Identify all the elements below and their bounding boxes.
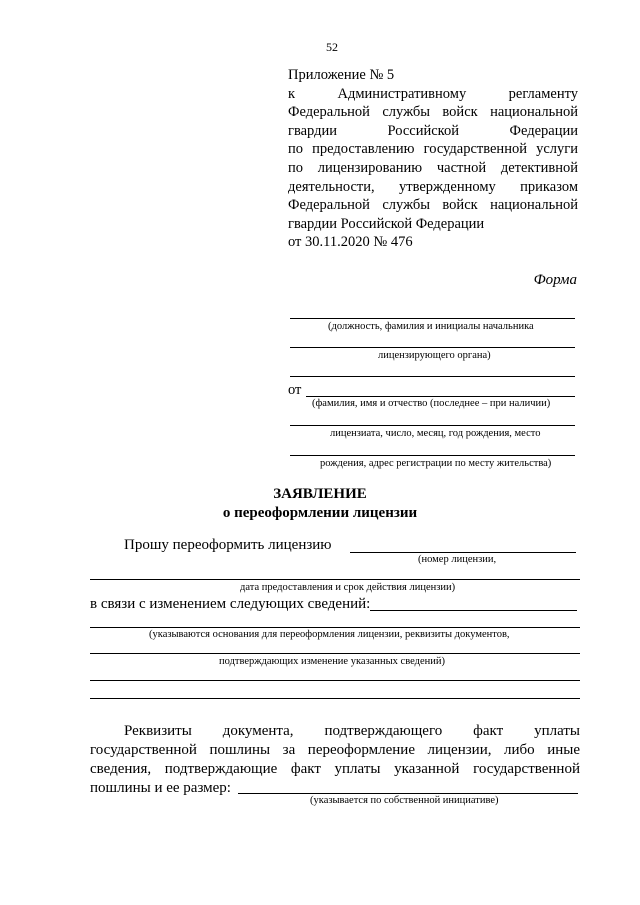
payment-line: государственной пошлины за переоформление лицензии, либо иные: [90, 742, 580, 758]
recipient-caption-1: (должность, фамилия и инициалы начальника: [328, 321, 534, 332]
changes-line-2[interactable]: [90, 627, 580, 628]
changes-text: в связи с изменением следующих сведений:: [90, 596, 371, 612]
payment-caption: (указывается по собственной инициативе): [310, 795, 499, 806]
appendix-line: по предоставлению государственной услуги: [288, 141, 578, 158]
request-caption-2: дата предоставления и срок действия лицензии): [240, 582, 456, 593]
appendix-line: по лицензированию частной детективной: [288, 159, 578, 176]
changes-caption-1: (указываются основания для переоформления лицензии, реквизиты документов,: [149, 629, 510, 640]
payment-line: Реквизиты документа, подтверждающего факт уплаты: [124, 723, 580, 739]
appendix-line: гвардии Российской Федерации: [288, 215, 485, 232]
appendix-line: деятельности, утвержденному приказом: [288, 178, 578, 195]
document-title: ЗАЯВЛЕНИЕ: [273, 486, 367, 502]
changes-field[interactable]: [370, 610, 577, 611]
appendix-line: от 30.11.2020 № 476: [288, 234, 413, 251]
appendix-line: Федеральной службы войск национальной: [288, 197, 578, 214]
payment-paragraph: [90, 722, 580, 798]
sender-caption-3: рождения, адрес регистрации по месту жительства): [320, 458, 552, 469]
payment-line: пошлины и ее размер:: [90, 780, 231, 796]
appendix-line: гвардии Российской Федерации: [288, 122, 578, 139]
license-number-field[interactable]: [350, 552, 576, 553]
changes-line-3[interactable]: [90, 653, 580, 654]
request-caption-1: (номер лицензии,: [418, 554, 497, 565]
appendix-header: [288, 66, 578, 252]
sender-line-1[interactable]: [306, 396, 575, 397]
sender-line-3[interactable]: [290, 455, 575, 456]
recipient-line-2[interactable]: [290, 347, 575, 348]
request-text: Прошу переоформить лицензию: [124, 537, 332, 553]
changes-line-5[interactable]: [90, 698, 580, 699]
payment-line: сведения, подтверждающие факт уплаты указанной государственной: [90, 761, 580, 777]
recipient-line-3[interactable]: [290, 376, 575, 377]
recipient-caption-2: лицензирующего органа): [378, 350, 491, 361]
license-details-field[interactable]: [90, 579, 580, 580]
sender-caption-1: (фамилия, имя и отчество (последнее – при наличии): [312, 398, 551, 409]
changes-caption-2: подтверждающих изменение указанных сведений): [219, 656, 445, 667]
document-subtitle: о переоформлении лицензии: [222, 505, 418, 521]
form-label: Форма: [533, 272, 577, 288]
sender-line-2[interactable]: [290, 425, 575, 426]
sender-caption-2: лицензиата, число, месяц, год рождения, место: [330, 428, 541, 439]
recipient-line-1[interactable]: [290, 318, 575, 319]
changes-line-4[interactable]: [90, 680, 580, 681]
page-number: 52: [326, 40, 338, 54]
payment-field[interactable]: [238, 793, 578, 794]
from-label: от: [288, 382, 302, 398]
appendix-line: к Административному регламенту: [288, 85, 578, 102]
appendix-line: Приложение № 5: [288, 67, 395, 83]
appendix-line: Федеральной службы войск национальной: [288, 104, 578, 121]
